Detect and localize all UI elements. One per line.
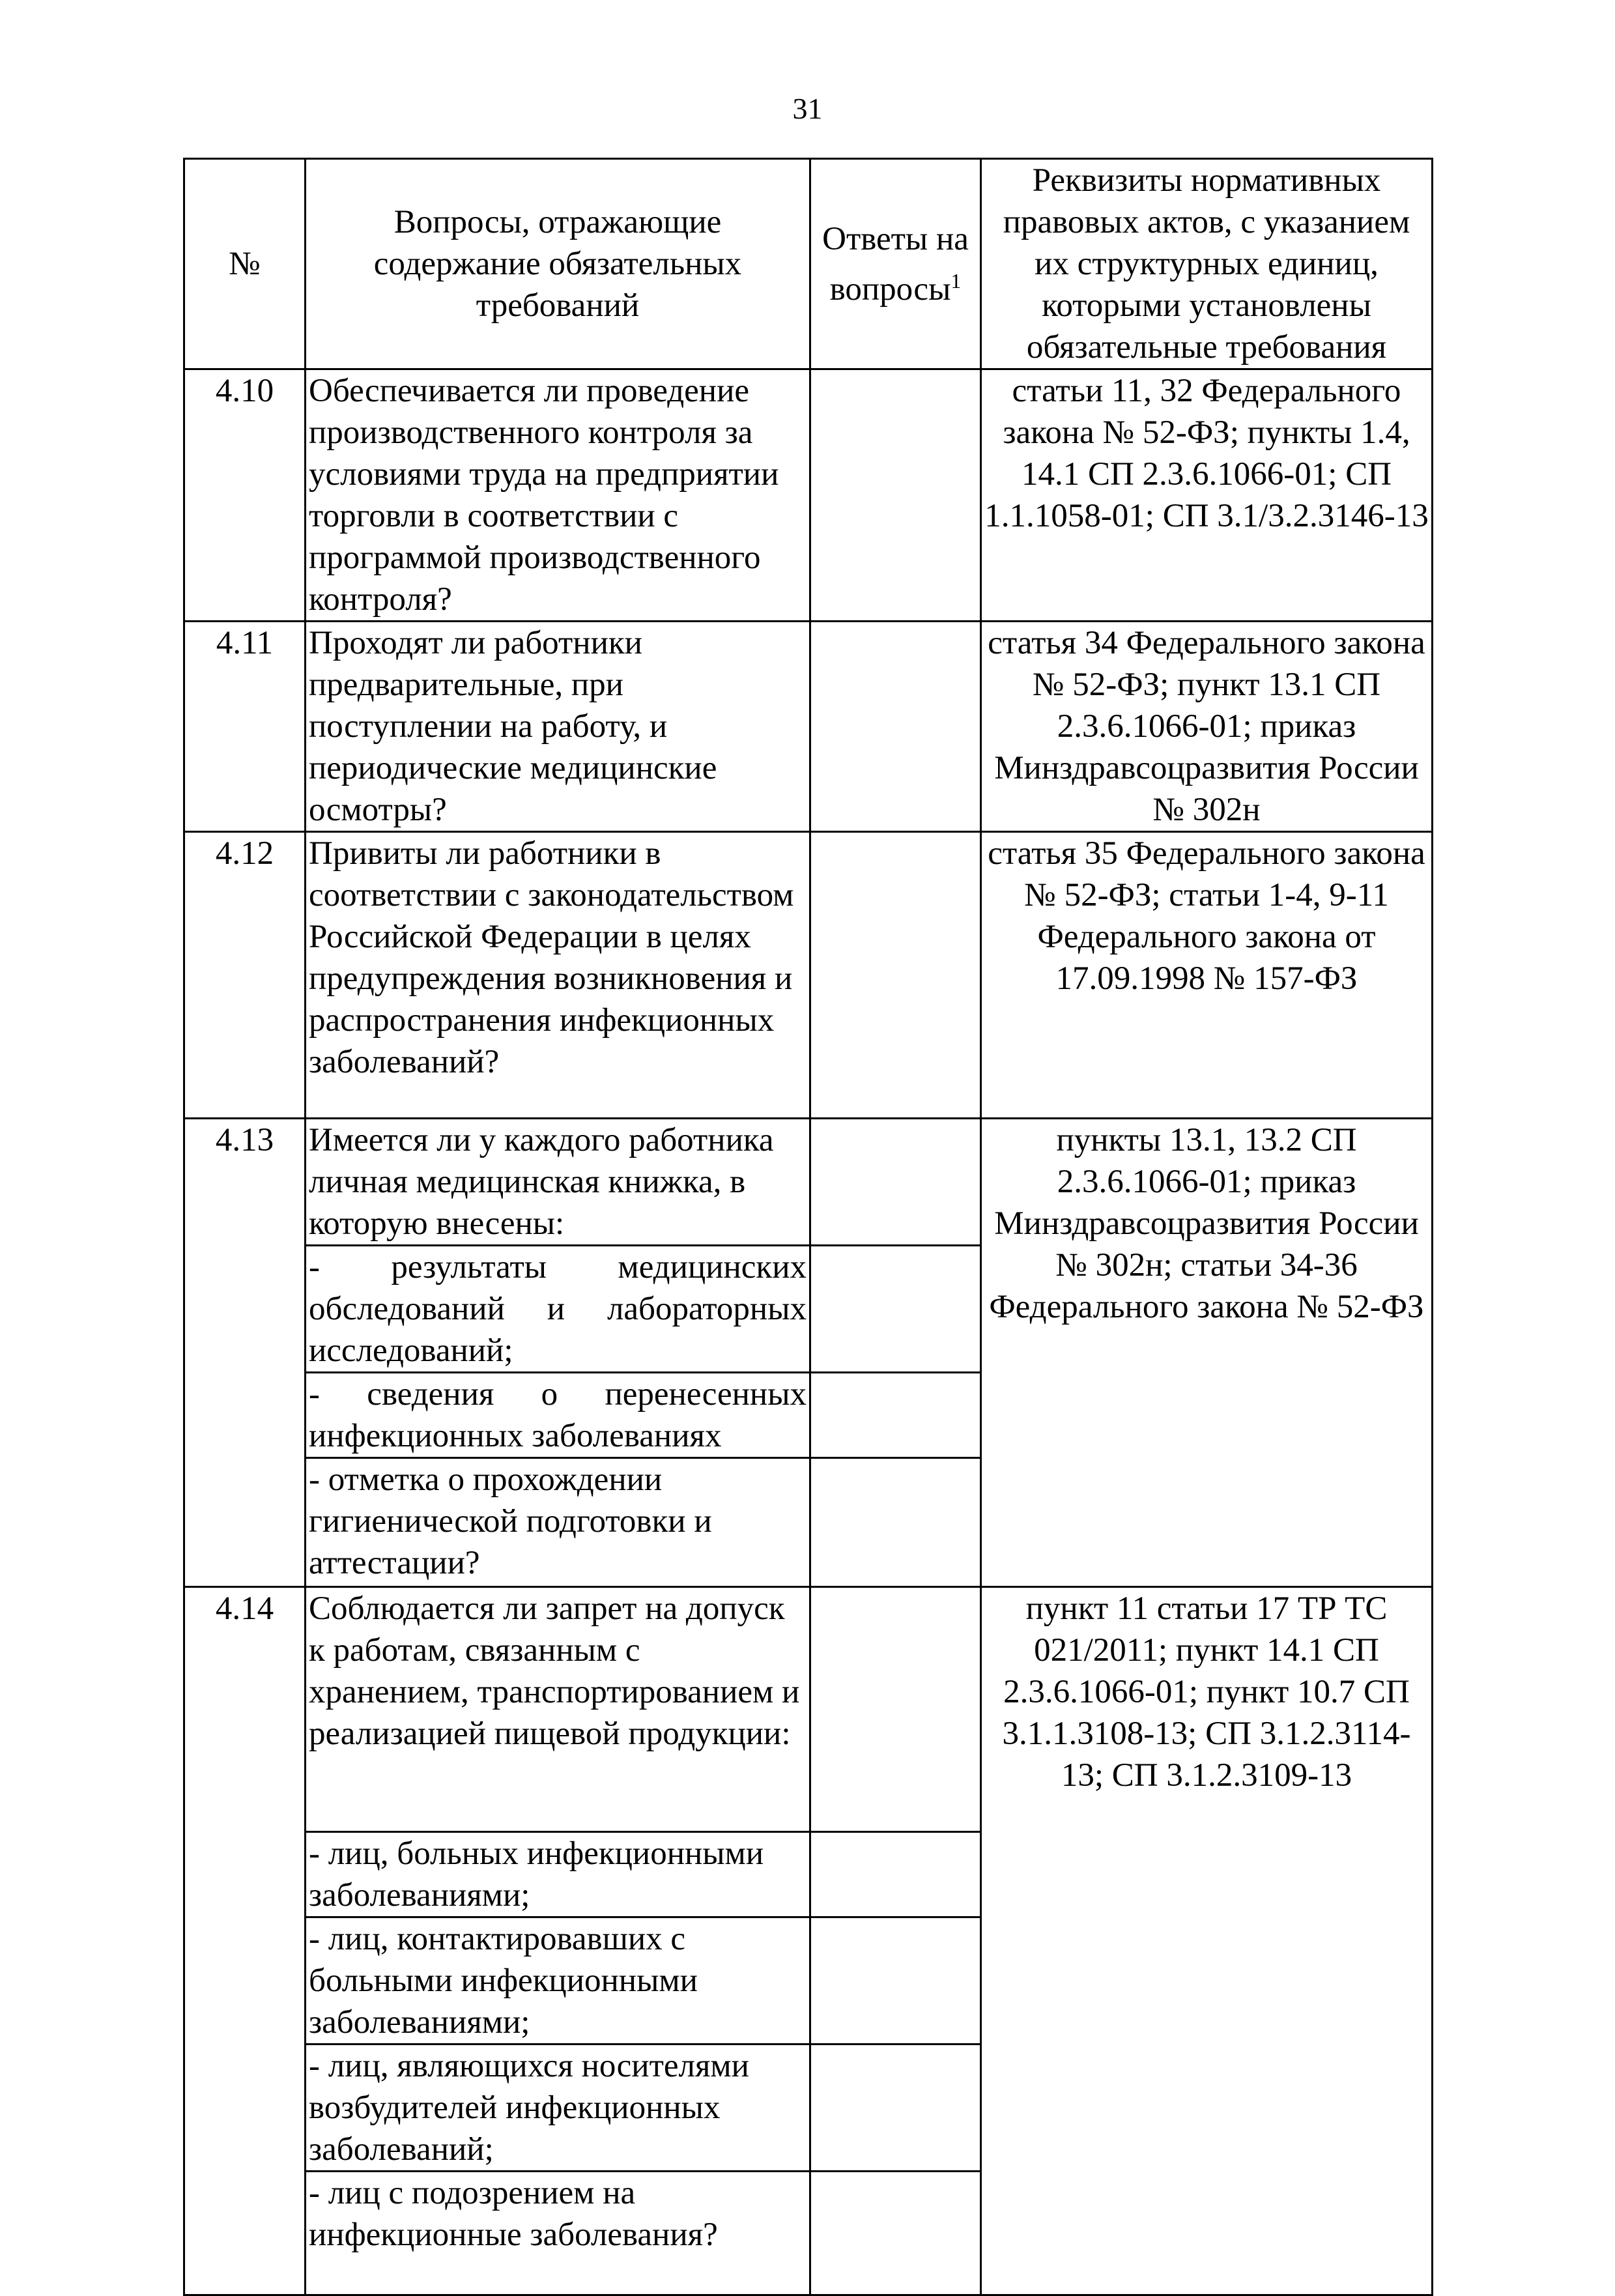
question-cell: Имеется ли у каждого работника личная медицинская книжка, в которую внесены: (306, 1119, 810, 1246)
answer-cell[interactable] (810, 1832, 981, 1917)
header-number: № (184, 159, 306, 369)
header-answer-label: Ответы на вопросы (822, 220, 969, 308)
footnote-marker: 1 (950, 268, 962, 293)
reference-cell: статьи 11, 32 Федерального закона № 52-ФЗ; пункты 1.4, 14.1 СП 2.3.6.1066-01; СП 1.1.1058-01; СП 3.1/3.2.3146-13 (981, 369, 1433, 622)
header-question: Вопросы, отражающие содержание обязательных требований (306, 159, 810, 369)
sub-item: - лиц, являющихся носителями возбудителей инфекционных заболеваний; (306, 2045, 810, 2172)
sub-item: - результаты медицинских обследований и лабораторных исследований; (306, 1246, 810, 1373)
answer-cell[interactable] (810, 1119, 981, 1246)
row-number: 4.13 (184, 1119, 306, 1587)
requirements-table (183, 158, 1433, 2296)
answer-cell[interactable] (810, 622, 981, 832)
answer-cell[interactable] (810, 1373, 981, 1458)
answer-cell[interactable] (810, 832, 981, 1119)
row-number: 4.14 (184, 1587, 306, 2295)
table-row (184, 832, 1433, 1119)
table-row (184, 1119, 1433, 1246)
question-cell: Обеспечивается ли проведение производственного контроля за условиями труда на предприятии торговли в соответствии с программой производственного контроля? (306, 369, 810, 622)
reference-cell: пункты 13.1, 13.2 СП 2.3.6.1066-01; приказ Минздравсоцразвития России № 302н; статьи 34-36 Федерального закона № 52-ФЗ (981, 1119, 1433, 1587)
sub-item: - лиц, больных инфекционными заболеваниями; (306, 1832, 810, 1917)
question-cell: Проходят ли работники предварительные, при поступлении на работу, и периодические медицинские осмотры? (306, 622, 810, 832)
answer-cell[interactable] (810, 1587, 981, 1832)
header-reference: Реквизиты нормативных правовых актов, с указанием их структурных единиц, которыми установлены обязательные требования (981, 159, 1433, 369)
answer-cell[interactable] (810, 369, 981, 622)
reference-cell: пункт 11 статьи 17 ТР ТС 021/2011; пункт 14.1 СП 2.3.6.1066-01; пункт 10.7 СП 3.1.1.3108-13; СП 3.1.2.3114-13; СП 3.1.2.3109-13 (981, 1587, 1433, 2295)
reference-cell: статья 34 Федерального закона № 52-ФЗ; пункт 13.1 СП 2.3.6.1066-01; приказ Минздравсоцразвития России № 302н (981, 622, 1433, 832)
reference-cell: статья 35 Федерального закона № 52-ФЗ; статьи 1-4, 9-11 Федерального закона от 17.09.1998 № 157-ФЗ (981, 832, 1433, 1119)
row-number: 4.11 (184, 622, 306, 832)
table-row (184, 1587, 1433, 1832)
answer-cell[interactable] (810, 2172, 981, 2295)
answer-cell[interactable] (810, 1458, 981, 1587)
page-number: 31 (792, 92, 823, 125)
question-cell: Привиты ли работники в соответствии с законодательством Российской Федерации в целях предупреждения возникновения и распространения инфекционных заболеваний? (306, 832, 810, 1119)
table-row (184, 369, 1433, 622)
answer-cell[interactable] (810, 1917, 981, 2045)
sub-item: - лиц с подозрением на инфекционные заболевания? (306, 2172, 810, 2295)
sub-item: - сведения о перенесенных инфекционных заболеваниях (306, 1373, 810, 1458)
table-header-row (184, 159, 1433, 369)
row-number: 4.10 (184, 369, 306, 622)
answer-cell[interactable] (810, 2045, 981, 2172)
answer-cell[interactable] (810, 1246, 981, 1373)
table-row (184, 622, 1433, 832)
row-number: 4.12 (184, 832, 306, 1119)
sub-item: - лиц, контактировавших с больными инфекционными заболеваниями; (306, 1917, 810, 2045)
question-cell: Соблюдается ли запрет на допуск к работам, связанным с хранением, транспортированием и реализацией пищевой продукции: (306, 1587, 810, 1832)
sub-item: - отметка о прохождении гигиенической подготовки и аттестации? (306, 1458, 810, 1587)
header-answer (810, 159, 981, 369)
